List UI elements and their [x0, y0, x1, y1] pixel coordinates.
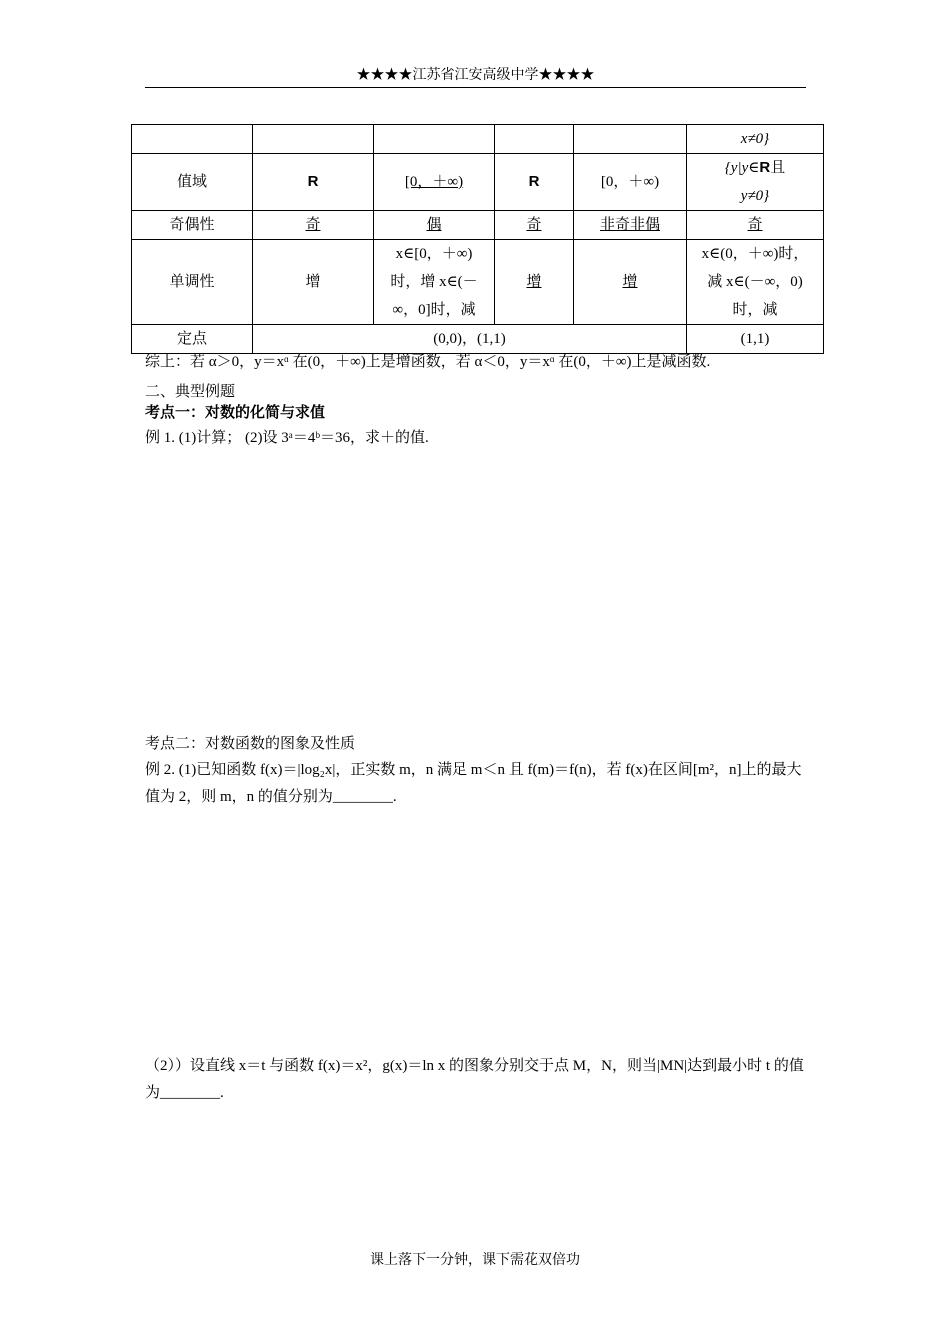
cell-line: ∞，0]时，减 — [392, 302, 476, 318]
table-cell: x≠0} — [687, 125, 824, 154]
page-footer: 课上落下一分钟，课下需花双倍功 — [370, 1253, 580, 1268]
table-cell: R — [495, 154, 574, 211]
table-row — [132, 211, 824, 240]
summary-text: 综上：若 α＞0，y＝xᵅ 在(0，＋∞)上是增函数，若 α＜0，y＝xᵅ 在(0，＋∞)上是减函数. — [145, 354, 711, 370]
table-cell: 偶 — [374, 211, 495, 240]
cell-text: {y|y∈ — [724, 160, 760, 176]
example-text: 例 1. (1)计算； (2)设 3ᵃ＝4ᵇ＝36，求＋的值. — [145, 430, 429, 446]
cell-text: R — [759, 159, 771, 176]
table-cell — [687, 240, 824, 325]
table-cell — [374, 240, 495, 325]
table-row — [132, 154, 824, 211]
table-cell: 增 — [253, 240, 374, 325]
table-cell — [495, 125, 574, 154]
row-label — [132, 125, 253, 154]
table-cell: 奇 — [253, 211, 374, 240]
row-label: 值域 — [132, 154, 253, 211]
table-cell: (1,1) — [687, 325, 824, 354]
table-cell: (0,0)，(1,1) — [253, 325, 687, 354]
table-cell: [0，＋∞) — [374, 154, 495, 211]
cell-line: x∈(0，＋∞)时， — [701, 246, 809, 262]
table-cell — [687, 154, 824, 211]
topic-heading: 考点二：对数函数的图象及性质 — [145, 736, 356, 752]
table-cell: 奇 — [495, 211, 574, 240]
table-row — [132, 125, 824, 154]
table-cell — [574, 125, 687, 154]
table-row — [132, 240, 824, 325]
row-label: 单调性 — [132, 240, 253, 325]
table-cell: 非奇非偶 — [574, 211, 687, 240]
row-label: 奇偶性 — [132, 211, 253, 240]
table-cell: [0，＋∞) — [574, 154, 687, 211]
cell-line: 时，增 x∈(－ — [390, 274, 478, 290]
row-label: 定点 — [132, 325, 253, 354]
topic-heading: 考点一：对数的化简与求值 — [145, 404, 326, 421]
cell-text: 且 — [770, 160, 786, 176]
table-cell — [374, 125, 495, 154]
power-function-properties-table — [131, 124, 824, 354]
example-text: （2））设直线 x＝t 与函数 f(x)＝x²，g(x)＝ln x 的图象分别交于点 M，N，则当|MN|达到最小时 t 的值为________. — [145, 1058, 804, 1101]
page-header: ★★★★江苏省江安高级中学★★★★ — [145, 64, 806, 88]
section-heading: 二、典型例题 — [145, 384, 236, 400]
table-cell — [253, 125, 374, 154]
cell-line: 减 x∈(－∞，0) — [707, 274, 803, 290]
table-cell: R — [253, 154, 374, 211]
cell-text: y≠0} — [740, 188, 770, 204]
cell-line: x∈[0，＋∞) — [395, 246, 473, 262]
table-cell: 增 — [495, 240, 574, 325]
table-cell: 奇 — [687, 211, 824, 240]
cell-line: 时，减 — [732, 302, 778, 318]
example-text: 例 2. (1)已知函数 f(x)＝|log₂x|，正实数 m，n 满足 m＜n 且 f(m)＝f(n)，若 f(x)在区间[m²，n]上的最大值为 2，则 m，n 的值分别为________. — [145, 762, 802, 805]
table-cell: 增 — [574, 240, 687, 325]
